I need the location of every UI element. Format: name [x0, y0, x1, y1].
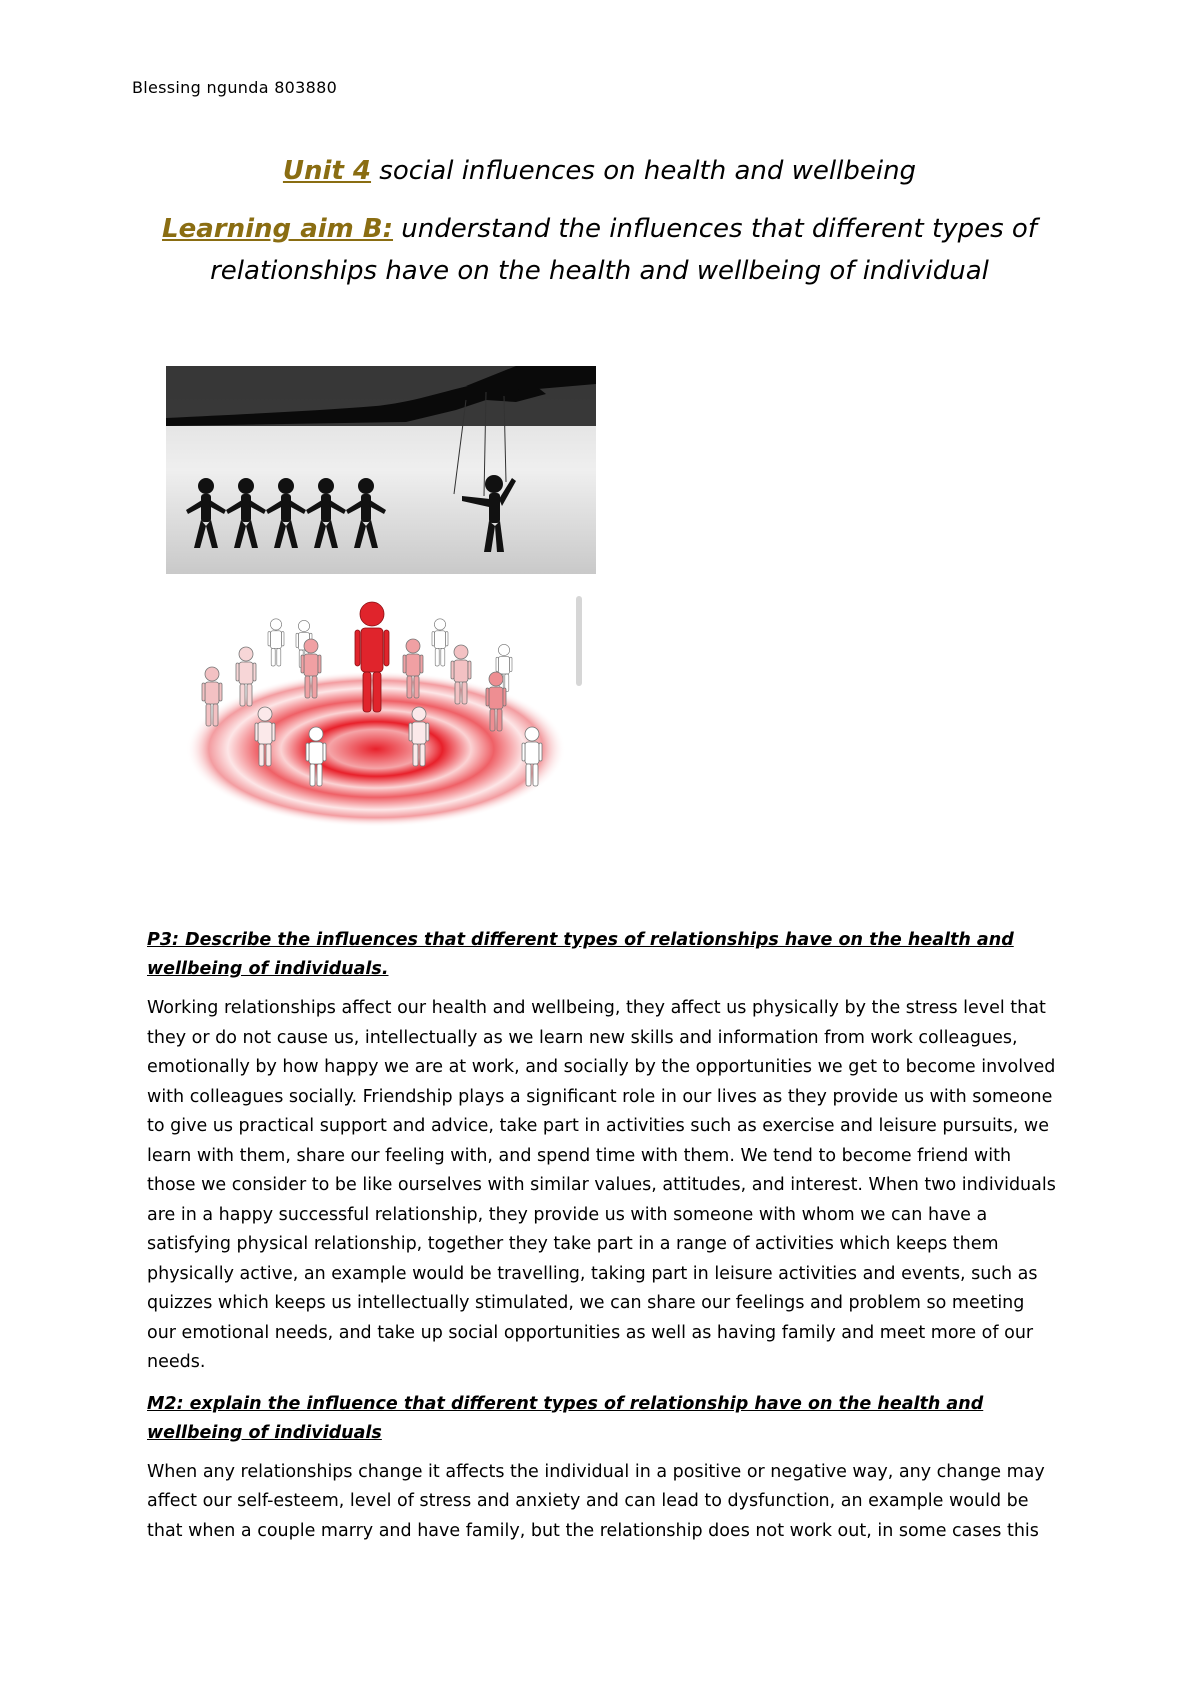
learning-aim-text: understand the influences that different types of relationships have on the health and wellbeing of individual — [210, 214, 1037, 286]
unit-title — [132, 150, 1067, 192]
section-heading-p3: P3: Describe the influences that different types of relationships have on the health and wellbeing of individuals. — [147, 930, 1014, 979]
author-header: Blessing ngunda 803880 — [132, 78, 338, 97]
puppet-hand-paper-chain-figures-image — [166, 366, 596, 574]
document-title — [132, 150, 1067, 292]
learning-aim-label: Learning aim B: — [162, 214, 394, 244]
unit-text: social influences on health and wellbeing — [371, 156, 917, 186]
document-body — [147, 926, 1057, 1558]
section-paragraph-m2: When any relationships change it affects the individual in a positive or negative way, any change may affect our self-esteem, level of stress and anxiety and can lead to dysfunction, an example would be that when a couple marry and have family, but the relationship does not work out, in some cases this — [147, 1461, 1045, 1541]
section-heading-m2: M2: explain the influence that different types of relationship have on the health and wellbeing of individuals — [147, 1393, 984, 1443]
influence-circle-red-figures-image — [176, 594, 596, 844]
unit-label: Unit 4 — [282, 156, 372, 186]
learning-aim — [132, 208, 1067, 292]
section-paragraph-p3: Working relationships affect our health and wellbeing, they affect us physically by the stress level that they or do not cause us, intellectually as we learn new skills and information from work colleagues, emotionally by how happy we are at work, and socially by the opportunities we get to become involved with colleagues socially. Friendship plays a significant role in our lives as they provide us with someone to give us practical support and advice, take part in activities such as exercise and leisure pursuits, we learn with them, share our feeling with, and spend time with them. We tend to become friend with those we consider to be like ourselves with similar values, attitudes, and interest. When two individuals are in a happy successful relationship, they provide us with someone with whom we can have a satisfying physical relationship, together they take part in a range of activities which keeps them physically active, an example would be travelling, taking part in leisure activities and events, such as quizzes which keeps us intellectually stimulated, we can share our feelings and problem so meeting our emotional needs, and take up social opportunities as well as having family and meet more of our needs. — [147, 998, 1056, 1372]
